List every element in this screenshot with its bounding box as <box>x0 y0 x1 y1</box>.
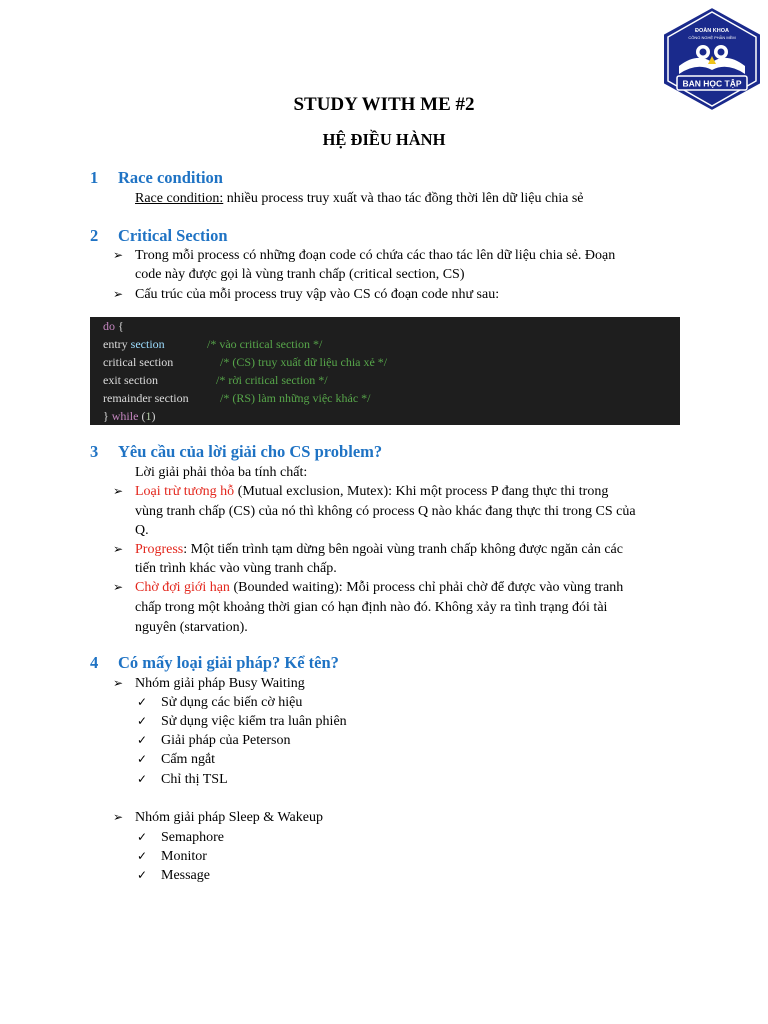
arrow-bullet-icon: ➢ <box>113 484 124 498</box>
section-1-number: 1 <box>90 168 99 187</box>
section-3-number: 3 <box>90 442 99 461</box>
bounded-waiting-term: Chờ đợi giới hạn <box>135 580 230 595</box>
logo-sub-text: CÔNG NGHỆ PHẦN MỀM <box>688 35 736 40</box>
code-comment-4: /* rời critical section */ <box>216 373 328 387</box>
arrow-bullet-icon: ➢ <box>113 287 124 301</box>
code-brace-open: { <box>115 319 124 333</box>
race-condition-text: nhiều process truy xuất và thao tác đồng thời lên dữ liệu chia sẻ <box>223 191 584 206</box>
section-2-number: 2 <box>90 226 99 245</box>
code-line-5: remainder section <box>103 391 189 405</box>
code-comment-3: /* (CS) truy xuất dữ liệu chia xẻ */ <box>220 355 388 369</box>
bounded-waiting-line-2: chấp trong một khoảng thời gian có hạn định nào đó. Không xảy ra tình trạng đói tài <box>135 600 608 615</box>
code-entry: entry <box>103 337 131 351</box>
document-title: STUDY WITH ME #2 <box>293 94 475 115</box>
check-icon: ✓ <box>137 772 148 786</box>
code-line-4: exit section <box>103 373 158 387</box>
cs-bullet-1-line-1: Trong mỗi process có những đoạn code có chứa các thao tác lên dữ liệu chia sẻ. Đoạn <box>135 248 616 263</box>
document-subtitle: HỆ ĐIỀU HÀNH <box>322 130 446 149</box>
section-1-title: Race condition <box>118 168 223 187</box>
bounded-waiting-text: (Bounded waiting): Mỗi process chỉ phải chờ để được vào vùng tranh <box>229 580 624 595</box>
progress-line-1 <box>135 540 623 559</box>
bounded-waiting-line-3: nguyên (starvation). <box>135 620 248 635</box>
cs-bullet-2: Cấu trúc của mỗi process truy vập vào CS có đoạn code như sau: <box>135 287 500 302</box>
code-line-2 <box>103 337 165 352</box>
arrow-bullet-icon: ➢ <box>113 810 124 824</box>
section-3-title: Yêu cầu của lời giải cho CS problem? <box>118 442 383 461</box>
busy-waiting-item: Giải pháp của Peterson <box>161 733 291 748</box>
race-condition-term: Race condition: <box>135 191 224 206</box>
arrow-bullet-icon: ➢ <box>113 676 124 690</box>
code-section-identifier: section <box>130 337 165 351</box>
busy-waiting-item: Sử dụng các biến cờ hiệu <box>161 695 303 710</box>
busy-waiting-group: Nhóm giải pháp Busy Waiting <box>135 676 305 691</box>
code-number: 1 <box>145 409 152 423</box>
code-keyword-while: while <box>111 409 139 423</box>
code-block <box>90 317 680 425</box>
progress-line-2: tiến trình khác vào vùng tranh chấp. <box>135 561 337 576</box>
arrow-bullet-icon: ➢ <box>113 542 124 556</box>
sleep-wakeup-item: Semaphore <box>161 830 224 845</box>
code-line-3: critical section <box>103 355 174 369</box>
logo-banner-text: BAN HỌC TẬP <box>682 78 742 89</box>
arrow-bullet-icon: ➢ <box>113 248 124 262</box>
code-comment-2: /* vào critical section */ <box>207 337 323 351</box>
mutex-text: (Mutual exclusion, Mutex): Khi một process P đang thực thi trong <box>234 484 609 499</box>
code-brace-close: } <box>103 409 112 423</box>
race-condition-definition <box>135 189 584 208</box>
sleep-wakeup-group: Nhóm giải pháp Sleep & Wakeup <box>135 810 323 825</box>
sleep-wakeup-item: Monitor <box>161 849 207 864</box>
progress-term: Progress <box>135 542 184 557</box>
section-4-number: 4 <box>90 653 99 672</box>
section-2-title: Critical Section <box>118 226 228 245</box>
code-paren-close: ) <box>151 409 156 423</box>
busy-waiting-item: Chỉ thị TSL <box>161 772 228 787</box>
bounded-waiting-line-1 <box>135 578 623 597</box>
section-1-heading <box>90 168 223 188</box>
check-icon: ✓ <box>137 733 148 747</box>
progress-text: : Một tiến trình tạm dừng bên ngoài vùng tranh chấp không được ngăn cản các <box>183 542 623 557</box>
busy-waiting-item: Sử dụng việc kiểm tra luân phiên <box>161 714 347 729</box>
code-keyword-do: do <box>103 319 115 333</box>
arrow-bullet-icon: ➢ <box>113 580 124 594</box>
check-icon: ✓ <box>137 714 148 728</box>
requirements-intro: Lời giải phải thỏa ba tính chất: <box>135 465 308 480</box>
check-icon: ✓ <box>137 695 148 709</box>
section-3-heading <box>90 442 382 462</box>
mutex-term: Loại trừ tương hỗ <box>135 484 235 499</box>
logo-top-text: ĐOÀN KHOA <box>695 28 729 34</box>
check-icon: ✓ <box>137 830 148 844</box>
mutex-line-3: Q. <box>135 523 149 538</box>
code-line-6 <box>103 409 155 424</box>
code-paren-open: ( <box>138 409 146 423</box>
sleep-wakeup-item: Message <box>161 868 210 883</box>
check-icon: ✓ <box>137 849 148 863</box>
busy-waiting-item: Cấm ngắt <box>161 752 216 767</box>
section-2-heading <box>90 226 228 246</box>
check-icon: ✓ <box>137 752 148 766</box>
mutex-line-2: vùng tranh chấp (CS) của nó thì không có process Q nào khác đang thực thi trong CS của <box>135 504 636 519</box>
cs-bullet-1-line-2: code này được gọi là vùng tranh chấp (critical section, CS) <box>135 267 465 282</box>
section-4-heading <box>90 653 339 673</box>
code-line-1 <box>103 319 124 334</box>
code-comment-5: /* (RS) làm những việc khác */ <box>220 391 371 405</box>
section-4-title: Có mấy loại giải pháp? Kể tên? <box>118 653 339 672</box>
check-icon: ✓ <box>137 868 148 882</box>
mutex-line-1 <box>135 482 608 501</box>
